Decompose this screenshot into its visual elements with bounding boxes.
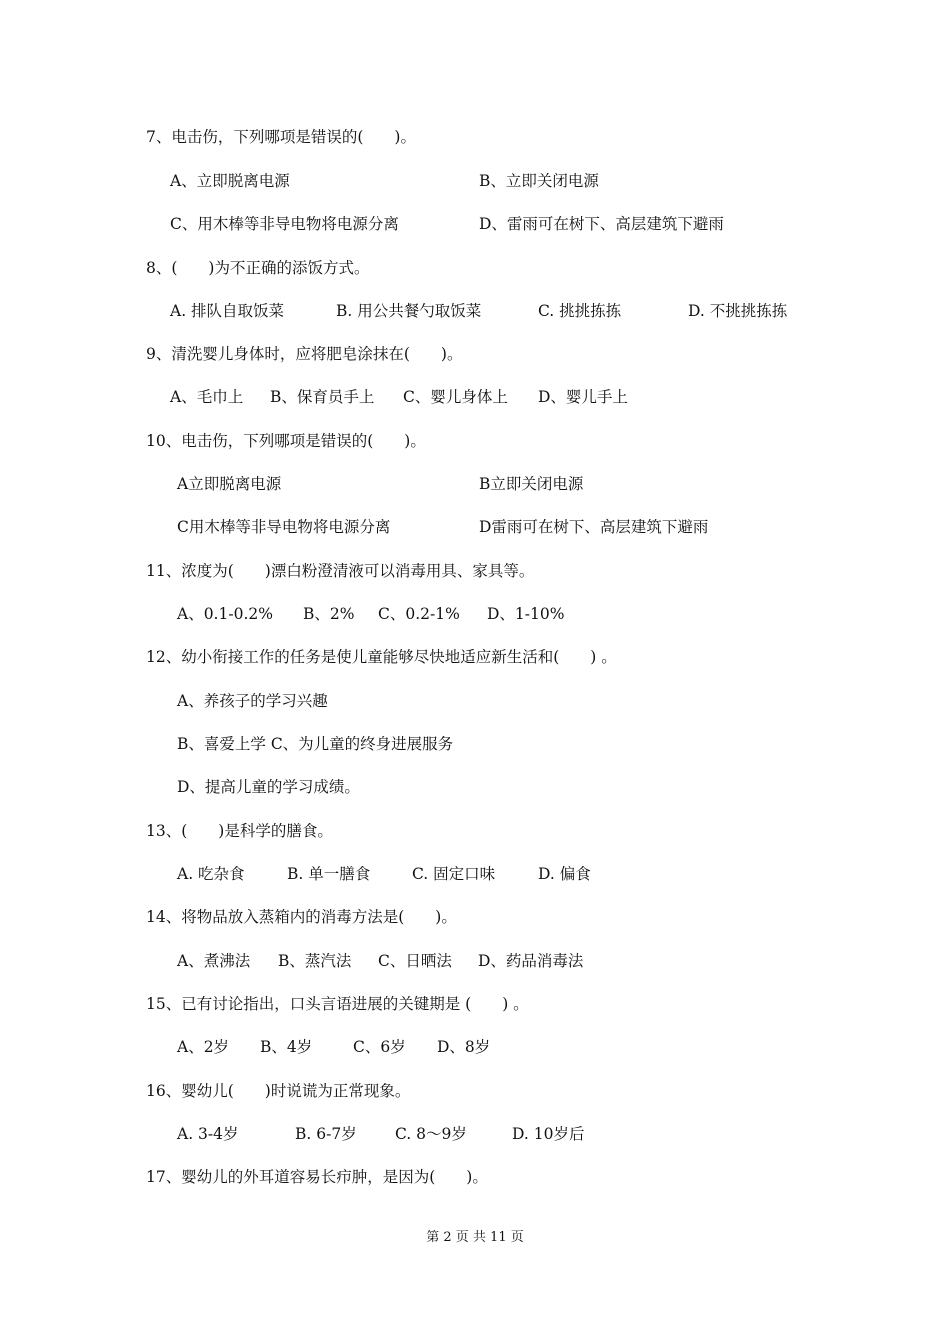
question-17: 17、婴幼儿的外耳道容易长疖肿，是因为( )。 xyxy=(146,1168,488,1186)
option-16b: B. 6-7岁 xyxy=(295,1125,357,1143)
question-10: 10、电击伤，下列哪项是错误的( )。 xyxy=(146,432,426,450)
option-11a: A、0.1-0.2% xyxy=(177,605,273,623)
option-14b: B、蒸汽法 xyxy=(278,952,352,970)
question-12: 12、幼小衔接工作的任务是使儿童能够尽快地适应新生活和( ) 。 xyxy=(146,648,617,666)
option-9b: B、保育员手上 xyxy=(270,388,375,406)
option-10b: B立即关闭电源 xyxy=(479,475,584,493)
option-12a: A、养孩子的学习兴趣 xyxy=(177,692,328,710)
question-14: 14、将物品放入蒸箱内的消毒方法是( )。 xyxy=(146,908,457,926)
option-13a: A. 吃杂食 xyxy=(177,865,245,883)
option-15d: D、8岁 xyxy=(437,1038,491,1056)
option-14c: C、日晒法 xyxy=(378,952,452,970)
option-13d: D. 偏食 xyxy=(538,865,591,883)
option-8b: B. 用公共餐勺取饭菜 xyxy=(336,302,482,320)
option-10c: C用木棒等非导电物将电源分离 xyxy=(177,518,391,536)
question-13: 13、( )是科学的膳食。 xyxy=(146,822,333,840)
question-9: 9、清洗婴儿身体时，应将肥皂涂抹在( )。 xyxy=(146,345,463,363)
option-15b: B、4岁 xyxy=(260,1038,313,1056)
option-7a: A、立即脱离电源 xyxy=(170,172,290,190)
page-number-footer: 第 2 页 共 11 页 xyxy=(426,1230,524,1245)
option-10d: D雷雨可在树下、高层建筑下避雨 xyxy=(479,518,709,536)
option-12bc: B、喜爱上学 C、为儿童的终身进展服务 xyxy=(177,735,454,753)
option-12d: D、提高儿童的学习成绩。 xyxy=(177,778,360,796)
option-9d: D、婴儿手上 xyxy=(538,388,628,406)
option-16c: C. 8～9岁 xyxy=(395,1125,467,1143)
option-9a: A、毛巾上 xyxy=(170,388,244,406)
option-7b: B、立即关闭电源 xyxy=(479,172,599,190)
option-10a: A立即脱离电源 xyxy=(177,475,282,493)
option-9c: C、婴儿身体上 xyxy=(403,388,508,406)
question-7: 7、电击伤，下列哪项是错误的( )。 xyxy=(146,128,416,146)
option-8d: D. 不挑挑拣拣 xyxy=(688,302,788,320)
option-13c: C. 固定口味 xyxy=(412,865,496,883)
question-16: 16、婴幼儿( )时说谎为正常现象。 xyxy=(146,1082,411,1100)
option-13b: B. 单一膳食 xyxy=(287,865,371,883)
option-11c: C、0.2-1% xyxy=(378,605,460,623)
option-7d: D、雷雨可在树下、高层建筑下避雨 xyxy=(479,215,724,233)
option-8c: C. 挑挑拣拣 xyxy=(538,302,622,320)
option-15c: C、6岁 xyxy=(353,1038,406,1056)
question-11: 11、浓度为( )漂白粉澄清液可以消毒用具、家具等。 xyxy=(146,562,535,580)
option-14a: A、煮沸法 xyxy=(177,952,251,970)
option-16d: D. 10岁后 xyxy=(512,1125,585,1143)
option-11b: B、2% xyxy=(303,605,355,623)
question-8: 8、( )为不正确的添饭方式。 xyxy=(146,259,370,277)
option-8a: A. 排队自取饭菜 xyxy=(170,302,285,320)
question-15: 15、已有讨论指出，口头言语进展的关键期是 ( ) 。 xyxy=(146,995,529,1013)
option-7c: C、用木棒等非导电物将电源分离 xyxy=(170,215,399,233)
option-14d: D、药品消毒法 xyxy=(478,952,584,970)
option-15a: A、2岁 xyxy=(177,1038,230,1056)
option-16a: A. 3-4岁 xyxy=(177,1125,239,1143)
option-11d: D、1-10% xyxy=(487,605,565,623)
